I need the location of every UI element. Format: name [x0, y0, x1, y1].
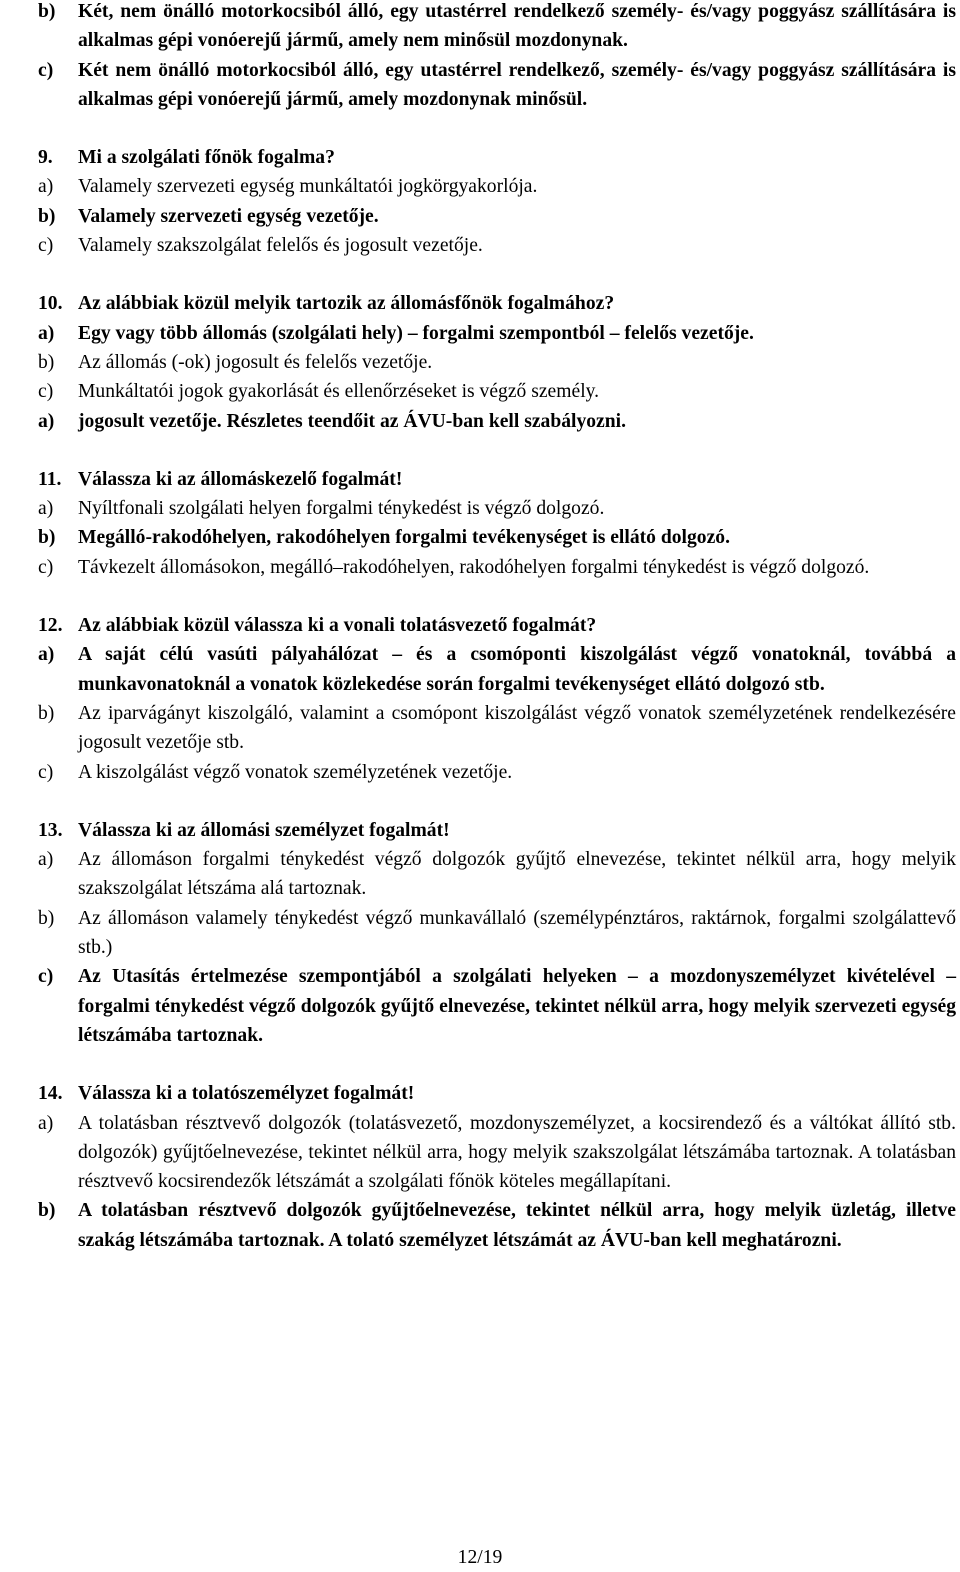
option-letter: a) — [38, 410, 55, 432]
option-text: Az állomáson valamely ténykedést végző munkavállaló (személypénztáros, raktárnok, forgalmi szolgálattevő stb.) — [78, 907, 956, 959]
question-10 — [38, 289, 956, 435]
question-14 — [38, 1079, 956, 1255]
option-text: A tolatásban résztvevő dolgozók (tolatásvezető, mozdonyszemélyzet, a kocsirendező és a váltókat állító stb. dolgozók) gyűjtőelnevezése, tekintet nélkül arra, hogy melyik szakszolgálat létszámába tartoznak. A tolatásban résztvevő kocsirendezők létszámát a szolgálati főnök köteles megállapítani. — [78, 1112, 956, 1193]
option-letter: a) — [38, 644, 55, 666]
option-text: A tolatásban résztvevő dolgozók gyűjtőelnevezése, tekintet nélkül arra, hogy melyik üzletág, illetve szakág létszámába tartoznak. A tolató személyzet létszámát az ÁVU-ban kell meghatározni. — [78, 1200, 956, 1251]
option-letter: a) — [38, 1112, 54, 1134]
option-letter: a) — [38, 498, 54, 520]
option-letter: b) — [38, 351, 55, 373]
option-text: Az iparvágányt kiszolgáló, valamint a csomópont kiszolgálást végző vonatok személyzetének rendelkezésére jogosult vezetője stb. — [78, 702, 956, 754]
question-title — [38, 816, 956, 845]
option-letter: b) — [38, 205, 56, 227]
question-text: Mi a szolgálati főnök fogalma? — [78, 147, 335, 169]
page-number: 12/19 — [457, 1547, 503, 1568]
option-letter: c) — [38, 381, 54, 403]
option-text: Két, nem önálló motorkocsiból álló, egy utastérrel rendelkező személy- és/vagy poggyász szállítására is alkalmas gépi vonóerejű jármű, amely nem minősül mozdonynak. — [78, 1, 956, 52]
option-14b — [38, 1196, 956, 1255]
option-text: Valamely szakszolgálat felelős és jogosult vezetője. — [78, 235, 483, 257]
option-text: A kiszolgálást végző vonatok személyzetének vezetője. — [78, 761, 513, 783]
option-text: jogosult vezetője. Részletes teendőit az ÁVU-ban kell szabályozni. — [78, 410, 626, 432]
question-13 — [38, 816, 956, 1050]
question-title — [38, 289, 956, 318]
option-10b — [38, 348, 956, 377]
document-page — [38, 0, 956, 1284]
option-10c — [38, 377, 956, 406]
option-letter: c) — [38, 761, 54, 783]
option-text: Az Utasítás értelmezése szempontjából a szolgálati helyeken – a mozdonyszemélyzet kivételével – forgalmi ténykedést végző dolgozók gyűjtő elnevezése, tekintet nélkül arra, hogy melyik szervezeti egység létszámába tartoznak. — [78, 966, 956, 1046]
option-letter: b) — [38, 702, 55, 724]
question-text: Válassza ki az állomási személyzet fogalmát! — [78, 819, 450, 841]
option-8c — [38, 56, 956, 115]
option-letter: c) — [38, 966, 54, 988]
option-text: Valamely szervezeti egység vezetője. — [78, 205, 379, 227]
option-text: Nyíltfonali szolgálati helyen forgalmi ténykedést is végző dolgozó. — [78, 498, 605, 520]
option-letter: b) — [38, 1200, 56, 1222]
option-text: Az állomáson forgalmi ténykedést végző dolgozók gyűjtő elnevezése, tekintet nélkül arra, hogy melyik szakszolgálat létszáma alá tartoznak. — [78, 849, 956, 900]
question-number: 11. — [38, 468, 62, 490]
option-letter: c) — [38, 59, 54, 81]
question-number: 12. — [38, 615, 63, 637]
question-number: 13. — [38, 819, 63, 841]
question-8-continuation — [38, 0, 956, 114]
option-9b — [38, 202, 956, 231]
question-9 — [38, 143, 956, 260]
option-text: Munkáltatói jogok gyakorlását és ellenőrzéseket is végző személy. — [78, 381, 600, 403]
option-11c — [38, 553, 956, 582]
question-text: Válassza ki az állomáskezelő fogalmát! — [78, 468, 403, 490]
option-letter: b) — [38, 527, 56, 549]
question-title — [38, 465, 956, 494]
option-9c — [38, 231, 956, 260]
option-11b — [38, 523, 956, 552]
question-number: 14. — [38, 1083, 63, 1105]
option-14a — [38, 1109, 956, 1197]
option-11a — [38, 494, 956, 523]
option-10a-extra — [38, 407, 956, 436]
option-text: Két nem önálló motorkocsiból álló, egy utastérrel rendelkező, személy- és/vagy poggyász szállítására is alkalmas gépi vonóerejű jármű, amely mozdonynak minősül. — [78, 59, 956, 110]
option-text: Valamely szervezeti egység munkáltatói jogkörgyakorlója. — [78, 176, 538, 198]
option-text: Távkezelt állomásokon, megálló–rakodóhelyen, rakodóhelyen forgalmi ténykedést is végző dolgozó. — [78, 556, 870, 578]
question-number: 9. — [38, 147, 53, 169]
option-letter: b) — [38, 907, 55, 929]
question-title — [38, 1079, 956, 1108]
question-title — [38, 143, 956, 172]
option-text: Az állomás (-ok) jogosult és felelős vezetője. — [78, 351, 433, 373]
option-13c — [38, 962, 956, 1050]
option-text: Megálló-rakodóhelyen, rakodóhelyen forgalmi tevékenységet is ellátó dolgozó. — [78, 527, 730, 549]
option-letter: a) — [38, 176, 54, 198]
option-12b — [38, 699, 956, 758]
question-number: 10. — [38, 293, 63, 315]
option-10a — [38, 319, 956, 348]
option-9a — [38, 172, 956, 201]
question-text: Az alábbiak közül melyik tartozik az állomásfőnök fogalmához? — [78, 293, 615, 315]
option-13b — [38, 904, 956, 963]
option-letter: a) — [38, 849, 54, 871]
question-title — [38, 611, 956, 640]
option-text: A saját célú vasúti pályahálózat – és a csomóponti kiszolgálást végző vonatoknál, továbbá a munkavonatoknál a vonatok közlekedése során forgalmi tevékenységet ellátó dolgozó stb. — [78, 644, 956, 695]
option-letter: c) — [38, 235, 54, 257]
option-13a — [38, 845, 956, 904]
option-12a — [38, 640, 956, 699]
option-12c — [38, 758, 956, 787]
question-text: Az alábbiak közül válassza ki a vonali tolatásvezető fogalmát? — [78, 615, 597, 637]
option-letter: b) — [38, 1, 56, 22]
option-text: Egy vagy több állomás (szolgálati hely) – forgalmi szempontból – felelős vezetője. — [78, 322, 754, 344]
option-letter: c) — [38, 556, 54, 578]
question-12 — [38, 611, 956, 787]
question-11 — [38, 465, 956, 582]
option-letter: a) — [38, 322, 55, 344]
question-text: Válassza ki a tolatószemélyzet fogalmát! — [78, 1083, 415, 1105]
option-8b — [38, 0, 956, 56]
